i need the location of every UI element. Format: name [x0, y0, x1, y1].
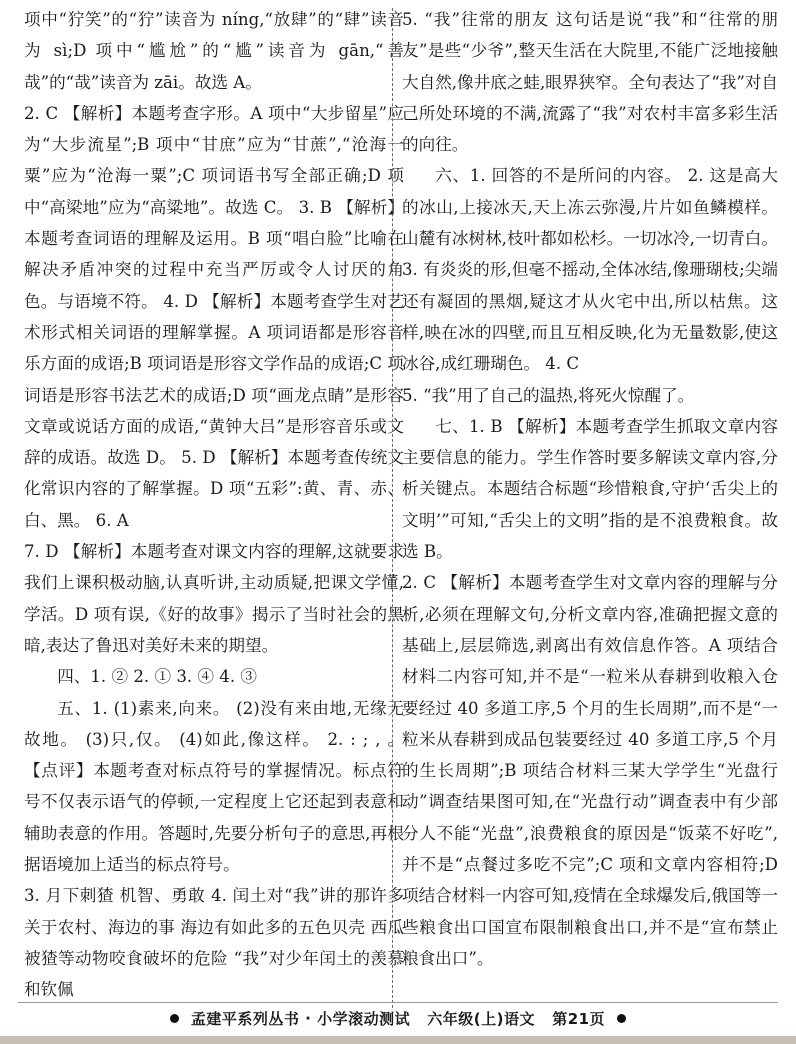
paragraph: 2. C 【解析】本题考查字形。A 项中“大步留星”应为“大步流星”;B 项中“甘庶”应为“甘蔗”,“沧海一粟”应为“沧海一粟”;C 项词语书写全部正确;D 项中“高梁地”应为“高粱地”。故选 C。 3. B 【解析】本题考查词语的理解及运用。B 项“唱白脸”比喻在解决矛盾冲突的过程中充当严厉或令人讨厌的角色。与语境不符。 4. D 【解析】本题考查学生对艺术形式相关词语的理解掌握。A 项词语都是形容音乐方面的成语;B 项词语是形容文学作品的成语;C 项词语是形容书法艺术的成语;D 项“画龙点睛”是形容文章或说话方面的成语,“黄钟大吕”是形容音乐或文辞的成语。故选 D。 5. D 【解析】本题考查传统文化常识内容的了解掌握。D 项“五彩”:黄、青、赤、白、黑。 6. A: [24, 103, 404, 530]
left-column: [24, 4, 404, 1006]
paragraph: 七、1. B 【解析】本题考查学生抓取文章内容主要信息的能力。学生作答时要多解读文章内容,分析关键点。本题结合标题“珍惜粮食,守护‘舌尖上的文明’”可知,“舌尖上的文明”指的是不浪费粮食。故选 B。: [402, 416, 778, 562]
footer-rule: [18, 1002, 778, 1003]
footer-book: 小学滚动测试: [317, 1010, 411, 1028]
paragraph: 7. D 【解析】本题考查对课文内容的理解,这就要求我们上课积极动脑,认真听讲,主动质疑,把课文学懂,学活。D 项有误,《好的故事》揭示了当时社会的黑暗,表达了鲁迅对美好未来的期望。: [24, 542, 404, 655]
footer-grade: 六年级(上)语文: [427, 1010, 536, 1028]
paragraph: 2. C 【解析】本题考查学生对文章内容的理解与分析,必须在理解文句,分析文章内容,准确把握文意的基础上,层层筛选,剥离出有效信息作答。A 项结合材料二内容可知,并不是“一粒米从春耕到收粮入仓要经过 40 多道工序,5 个月的生长周期”,而不是“一粒米从春耕到成品包装要经过 40 多道工序,5 个月的生长周期”;B 项结合材料三某大学学生“光盘行动”调查结果图可知,在“光盘行动”调查表中有少部分人不能“光盘”,浪费粮食的原因是“饭菜不好吃”,并不是“点餐过多吃不完”;C 项和文章内容相符;D 项结合材料一内容可知,疫情在全球爆发后,俄国等一些粮食出口国宣布限制粮食出口,并不是“宣布禁止粮食出口”。: [402, 573, 778, 968]
bullet-icon: [617, 1014, 626, 1023]
page-edge: [0, 1036, 796, 1044]
page-footer: [0, 1008, 796, 1038]
column-divider: [392, 8, 393, 1008]
paragraph: 六、1. 回答的不是所问的内容。 2. 这是高大的冰山,上接冰天,天上冻云弥漫,片片如鱼鳞模样。山麓有冰树林,枝叶都如松杉。一切冰冷,一切青白。 3. 有炎炎的形,但毫不摇动,全体冰结,像珊瑚枝;尖端还有凝固的黑烟,疑这才从火宅中出,所以枯焦。这样,映在冰的四壁,而且互相反映,化为无量数影,使这冰谷,成红珊瑚色。 4. C: [402, 166, 778, 374]
paragraph: 3. 月下刺猹 机智、勇敢 4. 闰土对“我”讲的那许多关于农村、海边的事 海边有如此多的五色贝壳 西瓜被猹等动物咬食破坏的危险 “我”对少年闰土的羡慕和钦佩: [24, 886, 404, 1000]
paragraph: 5. “我”往常的朋友 这句话是说“我”和“往常的朋友”是些“少爷”,整天生活在大院里,不能广泛地接触大自然,像井底之蛙,眼界狭窄。全句表达了“我”对自己所处环境的不满,流露了“我”对农村丰富多彩生活的向往。: [402, 10, 778, 155]
page-number: 第21页: [552, 1010, 606, 1028]
footer-series: 孟建平系列丛书: [190, 1010, 300, 1028]
paragraph: 四、1. ② 2. ① 3. ④ 4. ③: [57, 667, 258, 687]
paragraph: 五、1. (1)素来,向来。 (2)没有来由地,无缘无故地。 (3)只,仅。 (4)如此,像这样。 2. : ; , 。 【点评】本题考查对标点符号的掌握情况。标点符号不仅表示语气的停顿,一定程度上它还起到表意和辅助表意的作用。答题时,先要分析句子的意思,再根据语境加上适当的标点符号。: [24, 698, 404, 875]
paragraph: 项中“狞笑”的“狞”读音为 níng,“放肆”的“肆”读音为 sì;D 项中“尴尬”的“尴”读音为 gān,“善哉”的“哉”读音为 zāi。故选 A。: [24, 10, 404, 92]
bullet-icon: [170, 1014, 179, 1023]
footer-separator: ·: [305, 1009, 312, 1028]
paragraph: 5. “我”用了自己的温热,将死火惊醒了。: [402, 385, 695, 405]
right-column: [402, 4, 778, 974]
